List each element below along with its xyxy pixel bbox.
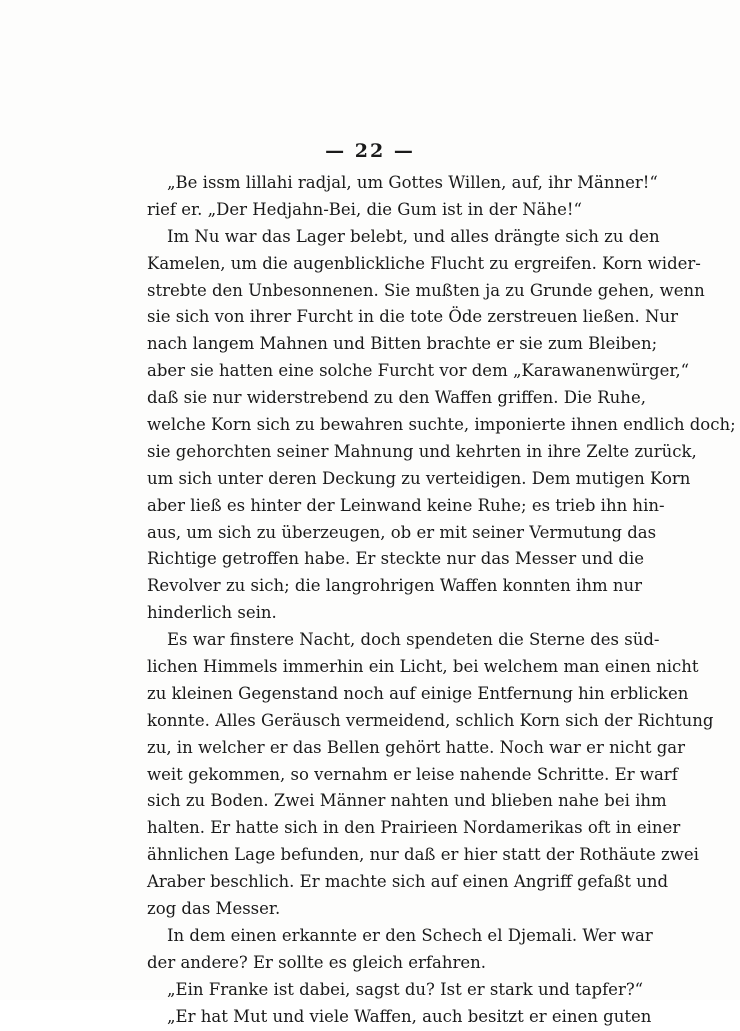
text-line: welche Korn sich zu bewahren suchte, imponierte ihnen endlich doch; <box>147 415 736 435</box>
text-line: zu, in welcher er das Bellen gehört hatte. Noch war er nicht gar <box>147 737 686 757</box>
text-line: aber sie hatten eine solche Furcht vor dem „Karawanenwürger,“ <box>147 361 690 381</box>
text-line: der andere? Er sollte es gleich erfahren. <box>147 952 486 972</box>
text-line: rief er. „Der Hedjahn-Bei, die Gum ist in der Nähe!“ <box>147 199 582 219</box>
text-line: „Be issm lillahi radjal, um Gottes Willen, auf, ihr Männer!“ <box>167 173 658 192</box>
text-line: zu kleinen Gegenstand noch auf einige Entfernung hin erblicken <box>147 683 689 703</box>
text-line: ähnlichen Lage befunden, nur daß er hier statt der Rothäute zwei <box>147 845 699 865</box>
text-line: um sich unter deren Deckung zu verteidigen. Dem mutigen Korn <box>147 468 691 488</box>
text-line: Im Nu war das Lager belebt, und alles drängte sich zu den <box>167 226 660 246</box>
text-line: „Ein Franke ist dabei, sagst du? Ist er stark und tapfer?“ <box>167 979 644 999</box>
page-number: — 22 — <box>325 140 415 162</box>
text-line: sich zu Boden. Zwei Männer nahten und blieben nahe bei ihm <box>147 791 667 811</box>
text-line: Kamelen, um die augenblickliche Flucht zu ergreifen. Korn wider- <box>147 253 701 273</box>
text-line: hinderlich sein. <box>147 603 277 623</box>
text-line: strebte den Unbesonnenen. Sie mußten ja zu Grunde gehen, wenn <box>147 280 705 300</box>
text-line: zog das Messer. <box>147 899 281 919</box>
text-line: weit gekommen, so vernahm er leise nahende Schritte. Er warf <box>147 764 678 784</box>
text-line: Es war finstere Nacht, doch spendeten die Sterne des süd- <box>167 630 660 650</box>
text-line: Araber beschlich. Er machte sich auf einen Angriff gefaßt und <box>147 872 669 892</box>
text-line: konnte. Alles Geräusch vermeidend, schlich Korn sich der Richtung <box>147 710 714 730</box>
text-line: sie gehorchten seiner Mahnung und kehrten in ihre Zelte zurück, <box>147 441 697 461</box>
text-line: daß sie nur widerstrebend zu den Waffen griffen. Die Ruhe, <box>147 388 646 408</box>
text-line: Revolver zu sich; die langrohrigen Waffen konnten ihm nur <box>147 576 642 596</box>
text-line: halten. Er hatte sich in den Prairieen Nordamerikas oft in einer <box>147 818 681 838</box>
text-line: sie sich von ihrer Furcht in die tote Öde zerstreuen ließen. Nur <box>147 307 678 327</box>
text-line: In dem einen erkannte er den Schech el Djemali. Wer war <box>167 925 653 945</box>
text-line: aber ließ es hinter der Leinwand keine Ruhe; es trieb ihn hin- <box>147 495 665 515</box>
text-line: nach langem Mahnen und Bitten brachte er sie zum Bleiben; <box>147 334 658 354</box>
text-line: lichen Himmels immerhin ein Licht, bei welchem man einen nicht <box>147 657 699 677</box>
text-line: aus, um sich zu überzeugen, ob er mit seiner Vermutung das <box>147 522 657 542</box>
text-line: Richtige getroffen habe. Er steckte nur das Messer und die <box>147 549 645 569</box>
text-line: „Er hat Mut und viele Waffen, auch besitzt er einen guten <box>167 1006 652 1026</box>
body-text <box>147 170 736 1031</box>
